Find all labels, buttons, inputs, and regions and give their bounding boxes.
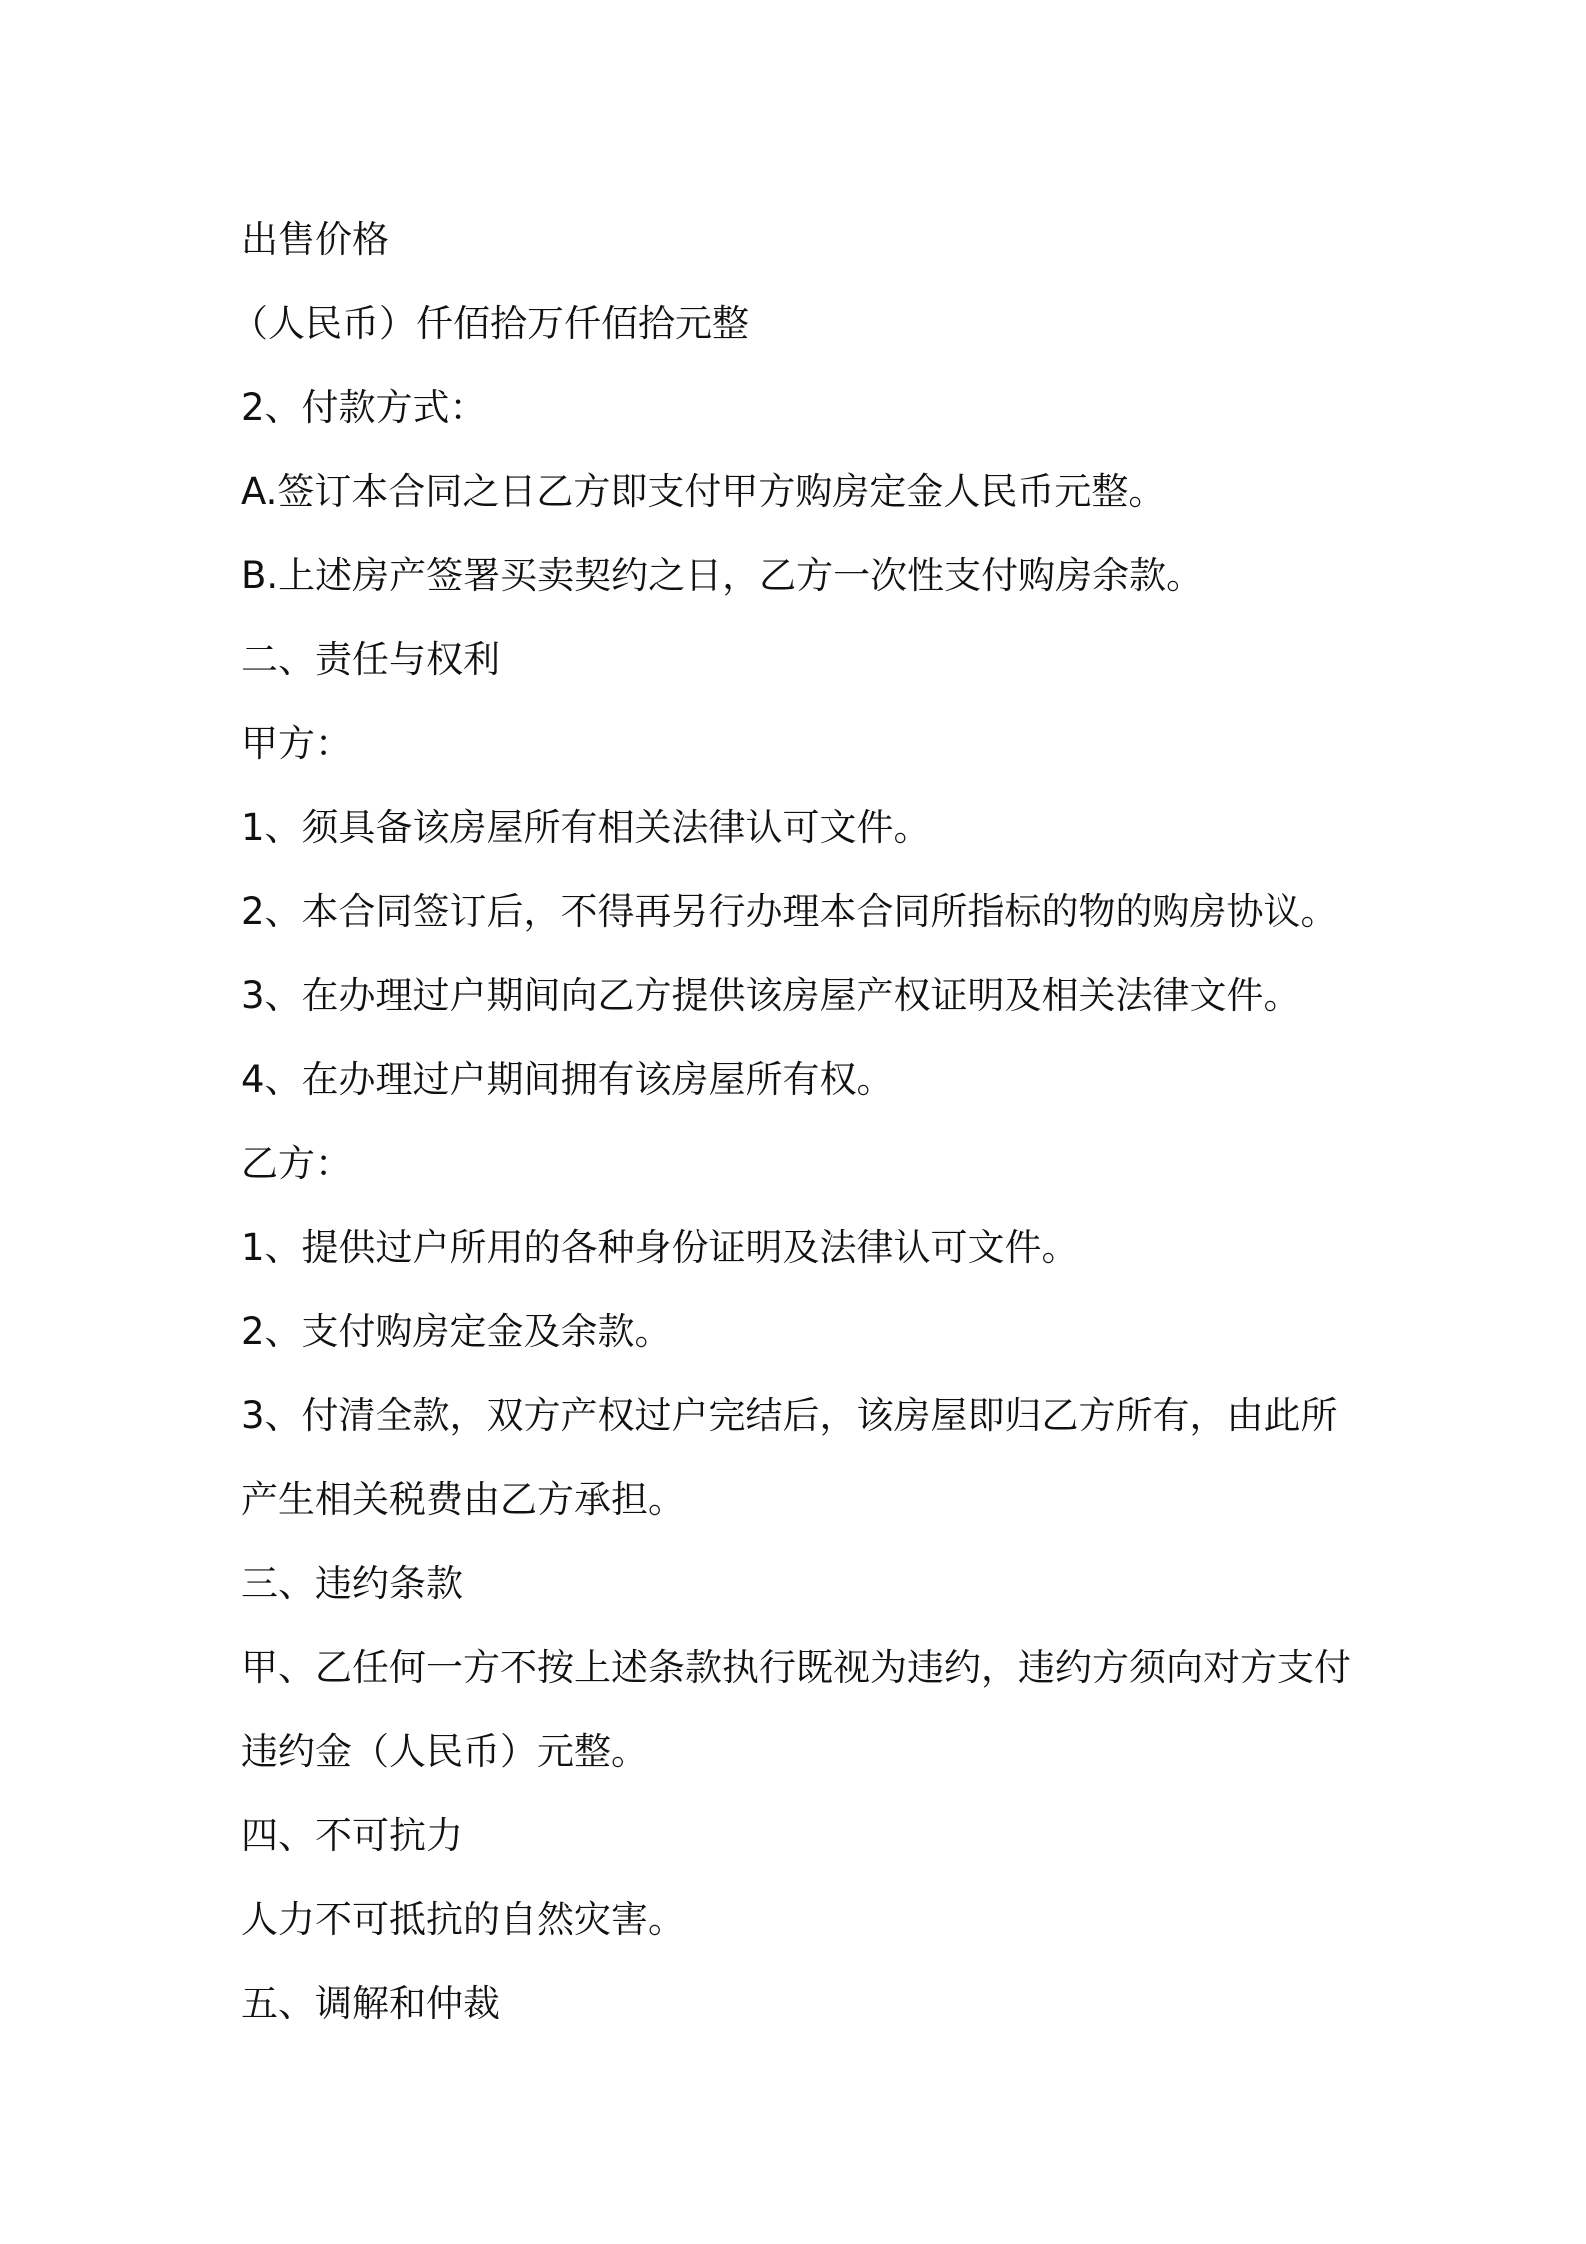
- text-line: 违约金（人民币）元整。: [241, 1730, 648, 1773]
- section-heading: 二、责任与权利: [241, 638, 500, 681]
- section-heading: 四、不可抗力: [241, 1814, 463, 1857]
- list-item: 4、在办理过户期间拥有该房屋所有权。: [241, 1058, 894, 1101]
- text-line: 人力不可抵抗的自然灾害。: [241, 1898, 685, 1941]
- section-heading: 三、违约条款: [241, 1562, 463, 1605]
- text-line: 甲、乙任何一方不按上述条款执行既视为违约，违约方须向对方支付: [241, 1646, 1351, 1689]
- text-line: A.签订本合同之日乙方即支付甲方购房定金人民币元整。: [241, 470, 1166, 513]
- section-heading: 五、调解和仲裁: [241, 1982, 500, 2025]
- text-line: 产生相关税费由乙方承担。: [241, 1478, 685, 1521]
- list-item: 1、提供过户所用的各种身份证明及法律认可文件。: [241, 1226, 1079, 1269]
- text-line: 出售价格: [241, 218, 389, 261]
- section-heading: 2、付款方式：: [241, 386, 487, 429]
- list-item: 3、在办理过户期间向乙方提供该房屋产权证明及相关法律文件。: [241, 974, 1301, 1017]
- list-item: 3、付清全款，双方产权过户完结后，该房屋即归乙方所有，由此所: [241, 1394, 1338, 1437]
- list-item: 1、须具备该房屋所有相关法律认可文件。: [241, 806, 931, 849]
- text-line: （人民币）仟佰拾万仟佰拾元整: [231, 302, 749, 345]
- text-line: B.上述房产签署买卖契约之日，乙方一次性支付购房余款。: [241, 554, 1204, 597]
- list-item: 2、支付购房定金及余款。: [241, 1310, 672, 1353]
- list-item: 2、本合同签订后，不得再另行办理本合同所指标的物的购房协议。: [241, 890, 1338, 933]
- party-label: 甲方：: [241, 722, 352, 765]
- party-label: 乙方：: [241, 1142, 352, 1185]
- document-body: [231, 198, 1381, 2046]
